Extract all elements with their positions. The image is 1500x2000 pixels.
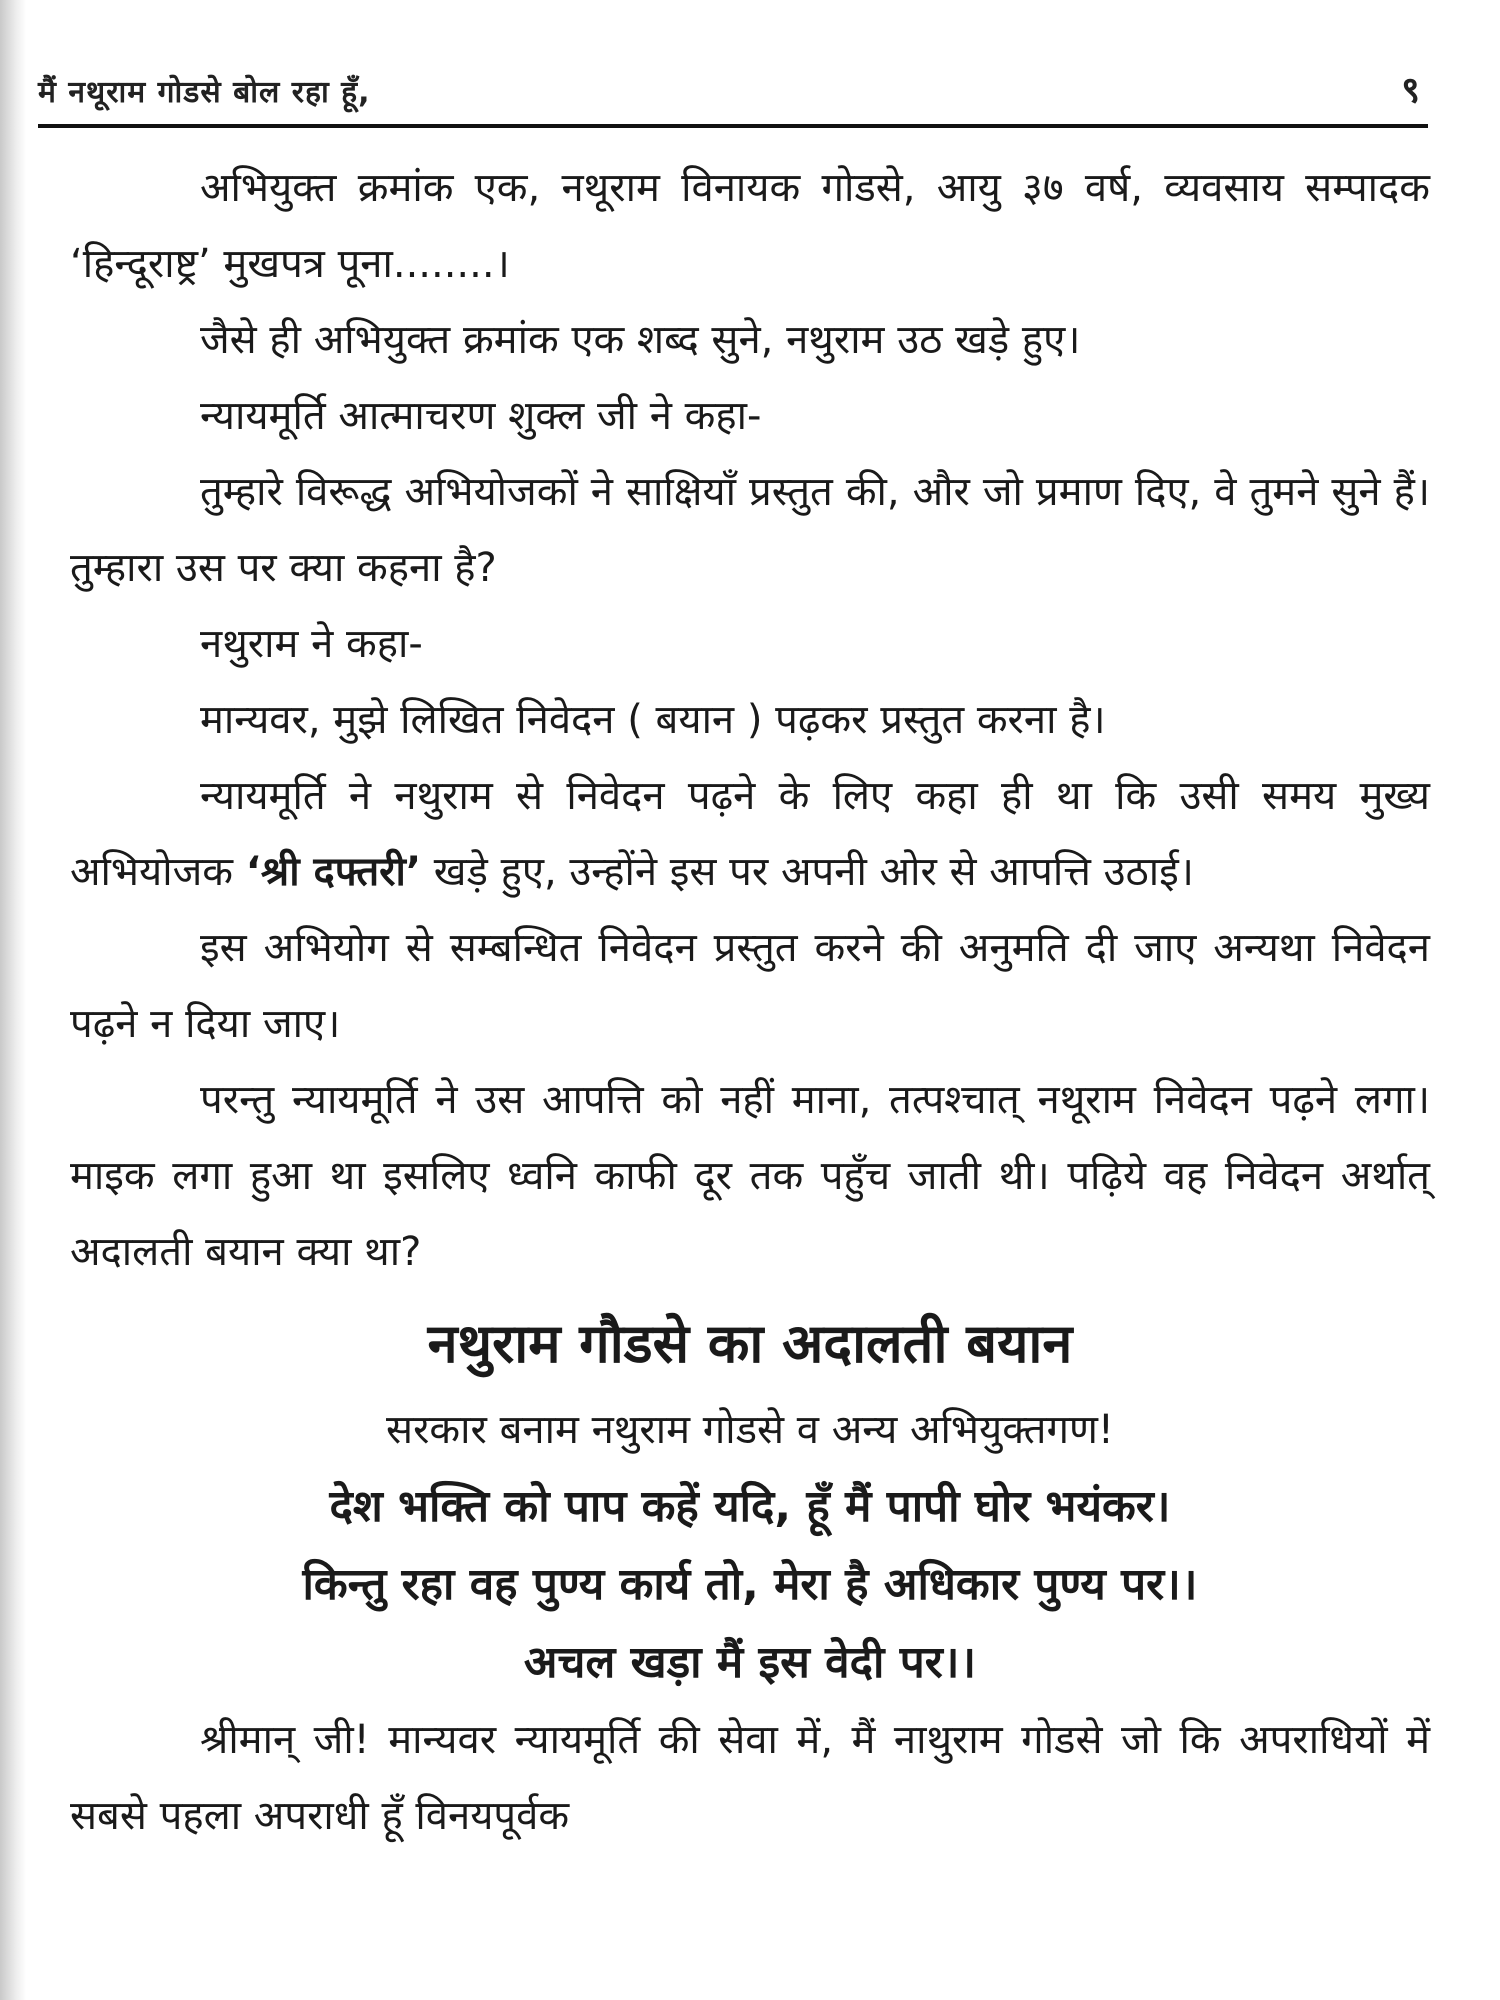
paragraph-accused-intro: अभियुक्त क्रमांक एक, नथूराम विनायक गोडसे, आयु ३७ वर्ष, व्यवसाय सम्पादक ‘हिन्दूराष्ट्र’ मुखपत्र पूना........।	[70, 165, 1430, 287]
paragraph-nathuram-speaks: नथुराम ने कहा-	[200, 621, 423, 667]
verse-line-2: किन्तु रहा वह पुण्य कार्य तो, मेरा है अधिकार पुण्य पर।।	[302, 1559, 1198, 1610]
page-number: ९	[1401, 70, 1420, 111]
paragraph-judge-question: तुम्हारे विरूद्ध अभियोजकों ने साक्षियाँ प्रस्तुत की, और जो प्रमाण दिए, वे तुमने सुने हैं। तुम्हारा उस पर क्या कहना है?	[70, 469, 1430, 591]
running-head-title: मैं नथूराम गोडसे बोल रहा हूँ,	[38, 75, 371, 110]
page-edge-shadow	[0, 0, 26, 2000]
paragraph-objection-start: न्यायमूर्ति ने नथुराम से निवेदन पढ़ने के लिए कहा ही था कि उसी समय मुख्य अभियोजक	[70, 773, 1430, 895]
page-body	[70, 150, 1430, 1854]
paragraph-objection	[70, 758, 1430, 910]
running-head	[38, 64, 1428, 128]
verse-line-3: अचल खड़ा मैं इस वेदी पर।।	[523, 1637, 977, 1688]
verse-line-1: देश भक्ति को पाप कहें यदि, हूँ मैं पापी घोर भयंकर।	[329, 1481, 1171, 1532]
paragraph-nathuram-reply: मान्यवर, मुझे लिखित निवेदन ( बयान ) पढ़कर प्रस्तुत करना है।	[200, 697, 1106, 743]
prosecutor-name: ‘श्री दफ्तरी’	[245, 849, 422, 895]
paragraph-judge-speaks: न्यायमूर्ति आत्माचरण शुक्ल जी ने कहा-	[200, 393, 762, 439]
paragraph-objection-end: खड़े हुए, उन्होंने इस पर अपनी ओर से आपत्ति उठाई।	[421, 849, 1194, 895]
paragraph-statement-begins: परन्तु न्यायमूर्ति ने उस आपत्ति को नहीं माना, तत्पश्चात् नथूराम निवेदन पढ़ने लगा। माइक लगा हुआ था इसलिए ध्वनि काफी दूर तक पहुँच जाती थी। पढ़िये वह निवेदन अर्थात् अदालती बयान क्या था?	[70, 1077, 1430, 1275]
paragraph-objection-content: इस अभियोग से सम्बन्धित निवेदन प्रस्तुत करने की अनुमति दी जाए अन्यथा निवेदन पढ़ने न दिया जाए।	[70, 925, 1430, 1047]
section-heading: नथुराम गौडसे का अदालती बयान	[427, 1312, 1073, 1375]
paragraph-nathuram-stands: जैसे ही अभियुक्त क्रमांक एक शब्द सुने, नथुराम उठ खड़े हुए।	[200, 317, 1081, 363]
case-title: सरकार बनाम नथुराम गोडसे व अन्य अभियुक्तगण!	[386, 1407, 1114, 1453]
paragraph-statement-opening: श्रीमान् जी! मान्यवर न्यायमूर्ति की सेवा में, मैं नाथुराम गोडसे जो कि अपराधियों में सबसे पहला अपराधी हूँ विनयपूर्वक	[70, 1717, 1430, 1839]
